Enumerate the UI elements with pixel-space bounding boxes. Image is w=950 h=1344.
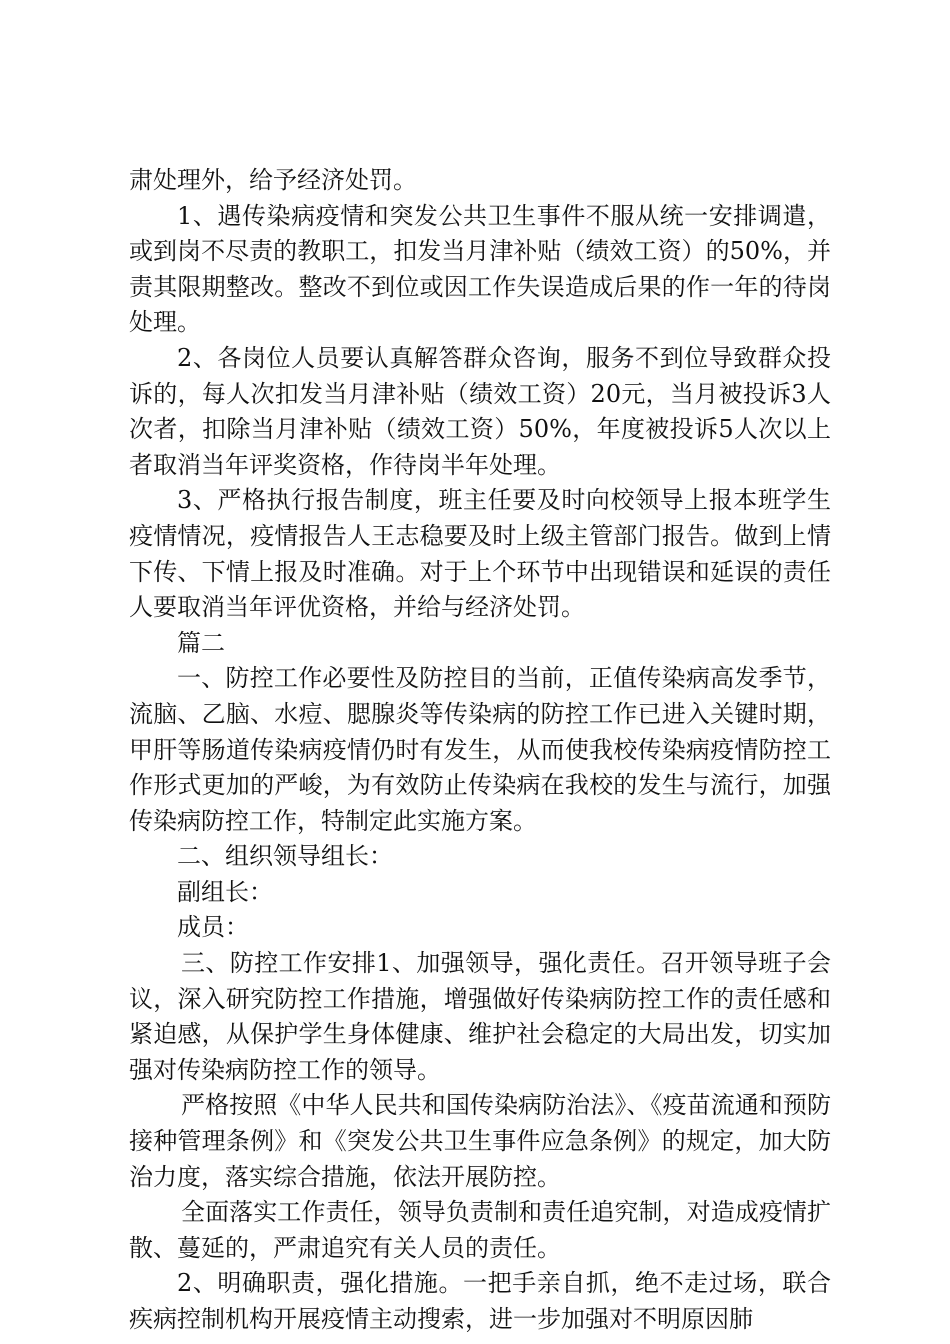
paragraph-legal-basis: 严格按照《中华人民共和国传染病防治法》、《疫苗流通和预防接种管理条例》和《突发公共卫生事件应急条例》的规定，加大防治力度，落实综合措施，依法开展防控。 [129,1091,831,1191]
paragraph-item-duties: 2、明确职责，强化措施。一把手亲自抓，绝不走过场，联合疾病控制机构开展疫情主动搜索，进一步加强对不明原因肺 [129,1269,831,1333]
paragraph-item-1: 1、遇传染病疫情和突发公共卫生事件不服从统一安排调遣，或到岗不尽责的教职工，扣发当月津补贴（绩效工资）的50%，并责其限期整改。整改不到位或因工作失误造成后果的作一年的待岗处理。 [129,201,831,337]
paragraph-continuation: 肃处理外，给予经济处罚。 [129,166,417,194]
section-heading-part-two: 篇二 [177,628,225,657]
document-body [129,163,831,1338]
paragraph-section-three: 三、防控工作安排1、加强领导，强化责任。召开领导班子会议，深入研究防控工作措施，增强做好传染病防控工作的责任感和紧迫感，从保护学生身体健康、维护社会稳定的大局出发，切实加强对传染病防控工作的领导。 [129,949,831,1084]
paragraph-item-2: 2、各岗位人员要认真解答群众咨询，服务不到位导致群众投诉的，每人次扣发当月津补贴（绩效工资）20元，当月被投诉3人次者，扣除当月津补贴（绩效工资）50%，年度被投诉5人次以上者取消当年评奖资格，作待岗半年处理。 [129,343,831,479]
paragraph-section-two: 二、组织领导组长： [177,842,393,871]
paragraph-responsibility: 全面落实工作责任，领导负责制和责任追究制，对造成疫情扩散、蔓延的，严肃追究有关人员的责任。 [129,1198,831,1262]
paragraph-members: 成员： [177,913,249,942]
paragraph-section-one: 一、防控工作必要性及防控目的当前，正值传染病高发季节，流脑、乙脑、水痘、腮腺炎等传染病的防控工作已进入关键时期，甲肝等肠道传染病疫情仍时有发生，从而使我校传染病疫情防控工作形式更加的严峻，为有效防止传染病在我校的发生与流行，加强传染病防控工作，特制定此实施方案。 [129,664,831,835]
paragraph-deputy-leader: 副组长： [177,877,273,906]
paragraph-item-3: 3、严格执行报告制度，班主任要及时向校领导上报本班学生疫情情况，疫情报告人王志稳要及时上级主管部门报告。做到上情下传、下情上报及时准确。对于上个环节中出现错误和延误的责任人要取消当年评优资格，并给与经济处罚。 [129,486,831,622]
